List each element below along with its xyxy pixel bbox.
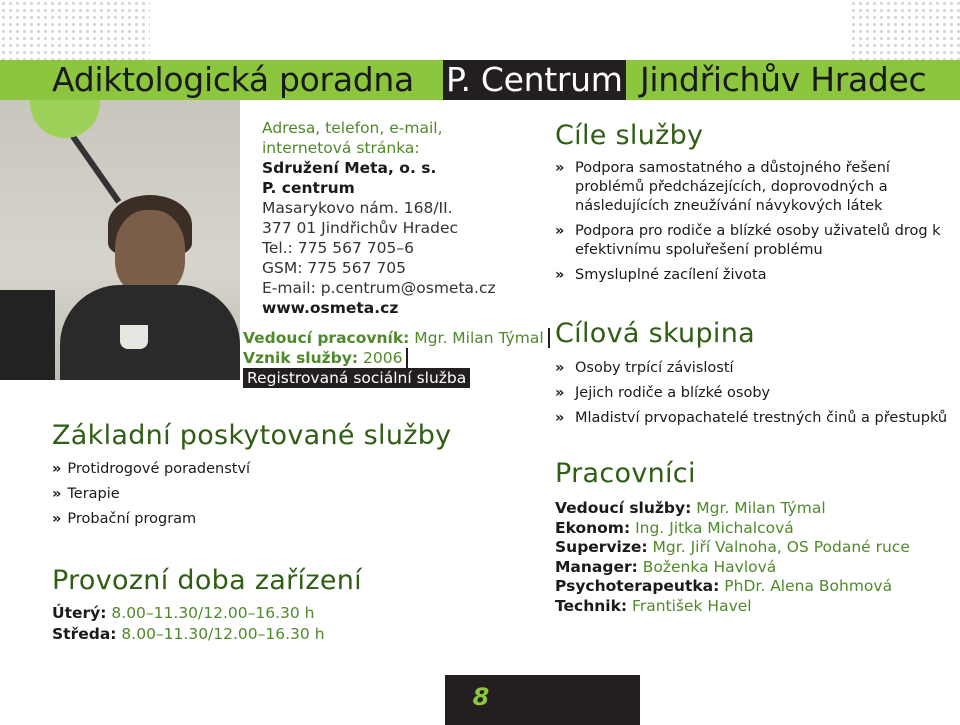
lamp-shape	[30, 100, 100, 138]
staff-row: Supervize: Mgr. Jiří Valnoha, OS Podané ruce	[555, 538, 910, 556]
portrait-photo	[0, 100, 240, 380]
hours-row: Úterý: 8.00–11.30/12.00–16.30 h	[52, 604, 315, 622]
cile-heading: Cíle služby	[555, 120, 704, 151]
cilova-item: » Jejich rodiče a blízké osoby	[555, 385, 771, 401]
cilova-heading: Cílová skupina	[555, 318, 755, 349]
zakladni-heading: Základní poskytované služby	[52, 420, 452, 451]
halftone-dots-decoration	[0, 0, 150, 60]
contact-web[interactable]: www.osmeta.cz	[262, 299, 399, 317]
title-banner	[0, 60, 960, 100]
cile-item: » Podpora pro rodiče a blízké osoby uživatelů drog k efektivnímu spoluřešení problému	[555, 223, 941, 258]
zakladni-item: » Terapie	[52, 486, 120, 502]
contact-org2: P. centrum	[262, 179, 355, 197]
staff-list	[555, 499, 910, 616]
vznik-value: 2006	[363, 349, 403, 367]
page-number: 8	[472, 683, 490, 711]
staff-row: Ekonom: Ing. Jitka Michalcová	[555, 518, 794, 537]
contact-email[interactable]: E-mail: p.centrum@osmeta.cz	[262, 279, 496, 297]
pracovnici-heading: Pracovníci	[555, 458, 696, 489]
contact-block	[262, 118, 522, 318]
cilova-item: » Mladiství prvopachatelé trestných činů a přestupků	[555, 410, 948, 426]
provozni-heading: Provozní doba zařízení	[52, 565, 362, 596]
cile-item: » Podpora samostatného a důstojného řešení problémů předcházejících, doprovodných a následujících zneužívání návykových látek	[555, 160, 890, 214]
registered-service-badge: Registrovaná sociální služba	[243, 368, 470, 388]
title-part-1: Adiktologická poradna	[52, 60, 414, 99]
contact-tel: Tel.: 775 567 705–6	[262, 239, 414, 257]
hours-row: Středa: 8.00–11.30/12.00–16.30 h	[52, 625, 325, 643]
contact-label-line2: internetová stránka:	[262, 139, 420, 157]
vedouci-line	[243, 328, 550, 348]
staff-row: Manager: Boženka Havlová	[555, 557, 777, 576]
contact-label-line1: Adresa, telefon, e-mail,	[262, 119, 443, 137]
page-number-box	[445, 675, 640, 725]
vedouci-value: Mgr. Milan Týmal	[414, 329, 544, 347]
contact-city: 377 01 Jindřichův Hradec	[262, 219, 459, 237]
cile-item: » Smysluplné zacílení života	[555, 267, 767, 283]
vznik-label: Vznik služby:	[243, 349, 359, 367]
halftone-dots-decoration	[850, 0, 960, 60]
title-part-3: Jindřichův Hradec	[640, 60, 927, 99]
staff-row: Vedoucí služby: Mgr. Milan Týmal	[555, 499, 826, 517]
staff-row: Technik: František Havel	[555, 596, 752, 615]
cilova-list	[555, 359, 950, 428]
vedouci-label: Vedoucí pracovník:	[243, 329, 410, 347]
staff-row: Psychoterapeutka: PhDr. Alena Bohmová	[555, 577, 893, 595]
title-part-2: P. Centrum	[443, 60, 626, 100]
cilova-item: » Osoby trpící závislostí	[555, 360, 734, 376]
zakladni-item: » Probační program	[52, 511, 197, 527]
zakladni-item: » Protidrogové poradenství	[52, 461, 251, 477]
cile-list	[555, 159, 950, 285]
vznik-line	[243, 348, 408, 368]
contact-street: Masarykovo nám. 168/II.	[262, 199, 453, 217]
contact-org: Sdružení Meta, o. s.	[262, 159, 437, 177]
contact-gsm: GSM: 775 567 705	[262, 259, 406, 277]
